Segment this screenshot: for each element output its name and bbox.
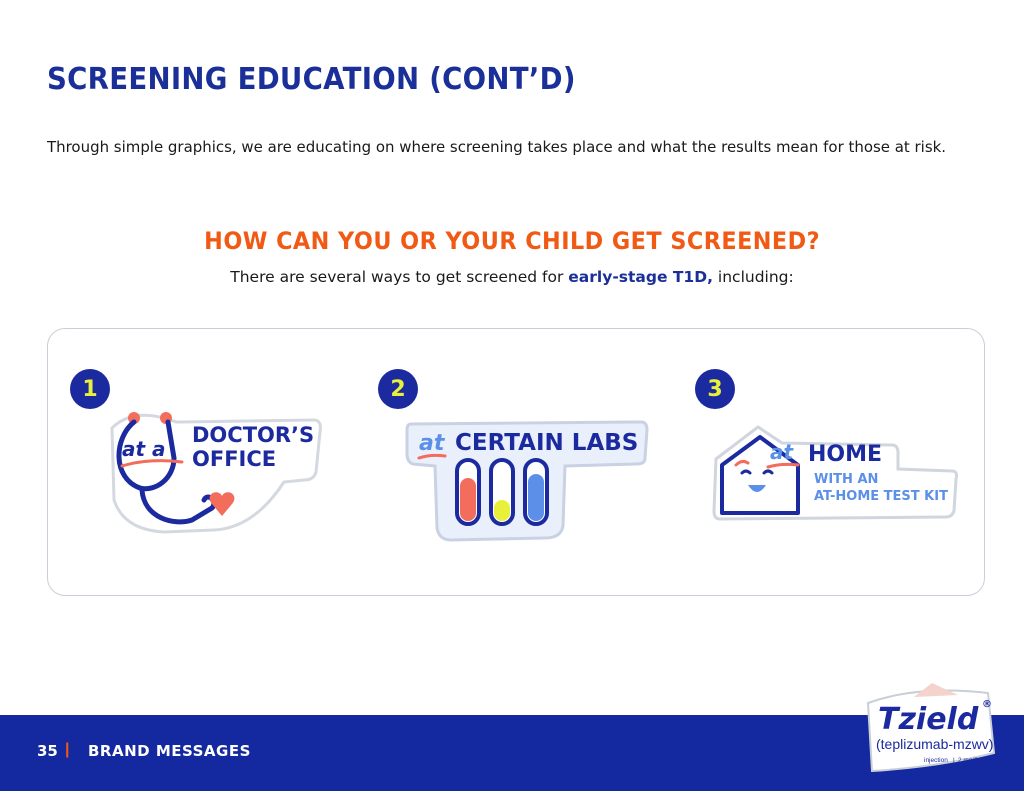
footer-section-label: BRAND MESSAGES [88,742,251,760]
label-office: OFFICE [192,447,277,471]
logo-strength: 2 mg/2mL [958,757,987,764]
section-subtitle [0,268,1024,286]
label-with-an: WITH AN [814,472,879,487]
option-2-number-badge: 2 [378,369,418,409]
page-title: SCREENING EDUCATION (CONT’D) [47,62,576,97]
option-1-number-badge: 1 [70,369,110,409]
logo-registered: ® [982,699,992,710]
tzield-logo [858,683,1000,780]
option-3-number-badge: 3 [695,369,735,409]
label-at-home-test-kit: AT-HOME TEST KIT [814,489,948,504]
label-certain-labs: CERTAIN LABS [455,430,639,456]
page-number: 35 [37,742,58,760]
script-at-labs: at [419,431,445,456]
label-home: HOME [808,442,883,467]
script-at-home: at [770,440,794,464]
intro-text: Through simple graphics, we are educating on where screening takes place and what the results mean for those at risk. [47,138,947,156]
at-home-sticker [712,425,962,523]
footer-separator: | [65,741,70,758]
logo-generic: (teplizumab-mzwv) [876,736,994,752]
section-heading [0,227,1024,255]
certain-labs-sticker [405,418,650,543]
section-heading-text: HOW CAN YOU OR YOUR CHILD GET SCREENED? [204,227,820,255]
logo-brand: Tzield [878,702,979,737]
doctors-office-sticker [104,408,324,536]
logo-divider: | [953,757,955,764]
subtitle-before: There are several ways to get screened for [230,268,569,286]
logo-form: injection [924,757,948,764]
subtitle-after: including: [712,268,794,286]
label-doctors: DOCTOR’S [192,423,315,447]
subtitle-emphasis: early-stage T1D, [568,268,713,286]
test-tubes-icon [457,460,547,524]
script-at-a: at a [122,437,166,461]
